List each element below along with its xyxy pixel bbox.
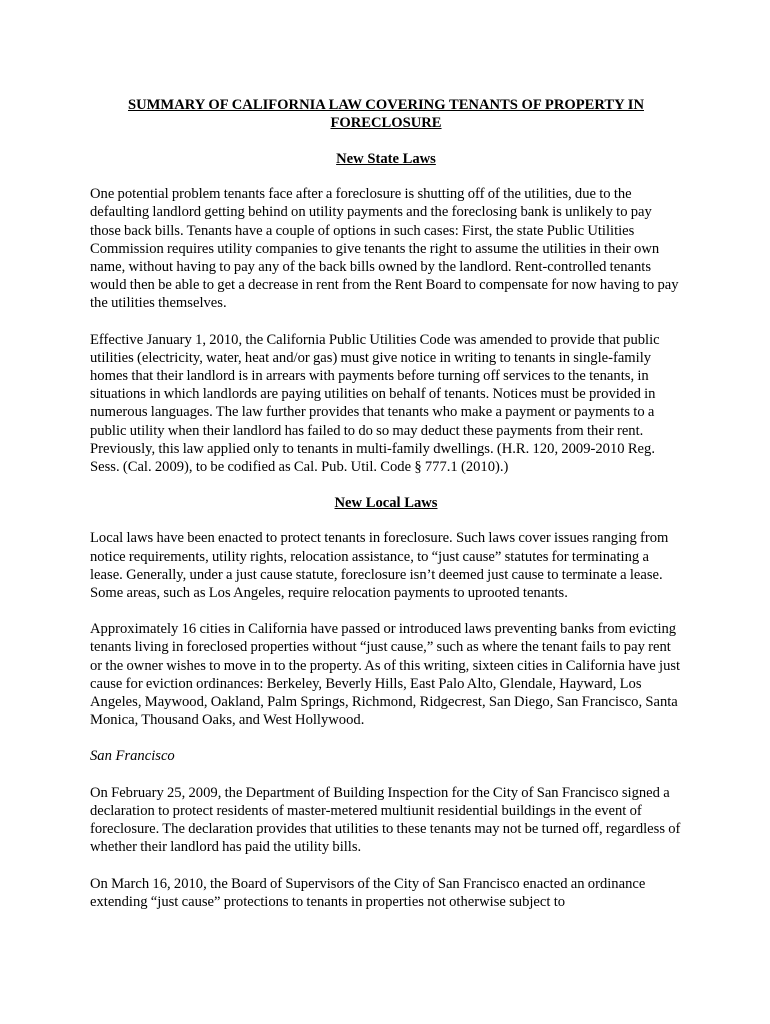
section-heading-local-laws: New Local Laws (334, 495, 438, 512)
paragraph-sf-ordinance: On March 16, 2010, the Board of Supervisors of the City of San Francisco enacted an ordinance extending “just cause” protections to tenants in properties not otherwise subject to (90, 875, 646, 910)
title-line-1: SUMMARY OF CALIFORNIA LAW COVERING TENANTS OF PROPERTY IN (127, 97, 644, 113)
paragraph-utilities-code: Effective January 1, 2010, the California Public Utilities Code was amended to provide that public utilities (electricity, water, heat and/or gas) must give notice in writing to tenants in single-family homes that their landlord is in arrears with payments before turning off services to the tenants, in situations in which landlords are paying utilities on behalf of tenants. Notices must be provided in numerous languages. The law further provides that tenants who make a payment or payments to a public utility when their landlord has failed to do so may deduct these payments from their rent. Previously, this law applied only to tenants in multi-family dwellings. (H.R. 120, 2009-2010 Reg. Sess. (Cal. 2009), to be codified as Cal. Pub. Util. Code § 777.1 (2010).) (90, 331, 660, 476)
paragraph-just-cause-cities: Approximately 16 cities in California have passed or introduced laws preventing banks from evicting tenants living in foreclosed properties without “just cause,” such as where the tenant fails to pay rent or the owner wishes to move in to the property. As of this writing, sixteen cities in California have just cause for eviction ordinances: Berkeley, Beverly Hills, East Palo Alto, Glendale, Hayward, Los Angeles, Maywood, Oakland, Palm Springs, Richmond, Ridgecrest, San Diego, San Francisco, Santa Monica, Thousand Oaks, and West Hollywood. (90, 621, 681, 729)
paragraph-sf-declaration: On February 25, 2009, the Department of Building Inspection for the City of San Francisco signed a declaration to protect residents of master-metered multiunit residential buildings in the event of foreclosure. The declaration provides that utilities to these tenants may not be turned off, regardless of whether their landlord has paid the utility bills. (90, 784, 681, 856)
document-page (90, 96, 682, 929)
document-title (90, 96, 682, 132)
subsection-heading-san-francisco: San Francisco (90, 748, 175, 765)
section-heading-state-laws: New State Laws (336, 151, 436, 167)
paragraph-local-laws: Local laws have been enacted to protect tenants in foreclosure. Such laws cover issues ranging from notice requirements, utility rights, relocation assistance, to “just cause” statutes for terminating a lease. Generally, under a just cause statute, foreclosure isn’t deemed just cause to terminate a lease. Some areas, such as Los Angeles, require relocation payments to uprooted tenants. (90, 530, 669, 602)
title-line-2: FORECLOSURE (330, 115, 442, 131)
paragraph-utilities-problem: One potential problem tenants face after a foreclosure is shutting off of the utilities, due to the defaulting landlord getting behind on utility payments and the foreclosing bank is unlikely to pay those back bills. Tenants have a couple of options in such cases: First, the state Public Utilities Commission requires utility companies to give tenants the right to assume the utilities in their own name, without having to pay any of the back bills owned by the landlord. Rent-controlled tenants would then be able to get a decrease in rent from the Rent Board to compensate for now having to pay the utilities themselves. (90, 186, 679, 312)
